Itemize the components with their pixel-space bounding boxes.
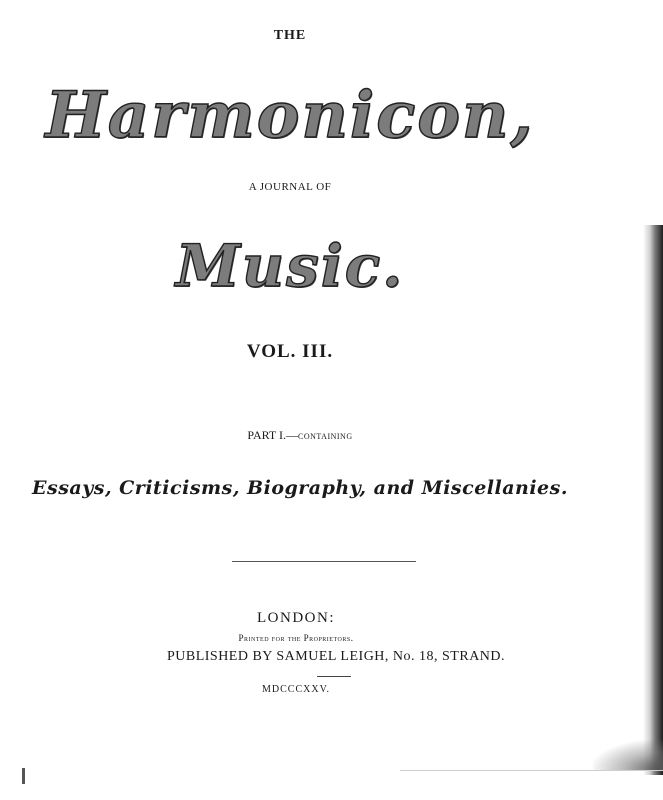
subject-title: Music.: [175, 232, 405, 300]
scan-mark: [22, 768, 25, 784]
corner-shadow: [593, 740, 663, 770]
year-line: MDCCCXXV.: [262, 684, 330, 695]
printed-for-line: Printed for the Proprietors.: [238, 633, 354, 643]
city-line: LONDON:: [257, 610, 335, 626]
contents-line: Essays, Criticisms, Biography, and Miscellanies.: [32, 477, 568, 499]
page-edge-shadow: [643, 225, 663, 775]
part-line: [10, 428, 590, 443]
part-prefix: PART I.—: [247, 428, 299, 442]
short-rule: [317, 676, 351, 677]
publisher-line: PUBLISHED BY SAMUEL LEIGH, No. 18, STRAND.: [166, 649, 506, 664]
volume-number: VOL. III.: [246, 341, 334, 362]
the-label: THE: [273, 28, 307, 43]
journal-of-line: A JOURNAL OF: [248, 181, 332, 193]
part-containing: CONTAINING: [298, 432, 353, 441]
divider-rule: [232, 561, 416, 562]
journal-title: Harmonicon,: [45, 78, 535, 153]
bottom-edge-line: [400, 770, 663, 771]
